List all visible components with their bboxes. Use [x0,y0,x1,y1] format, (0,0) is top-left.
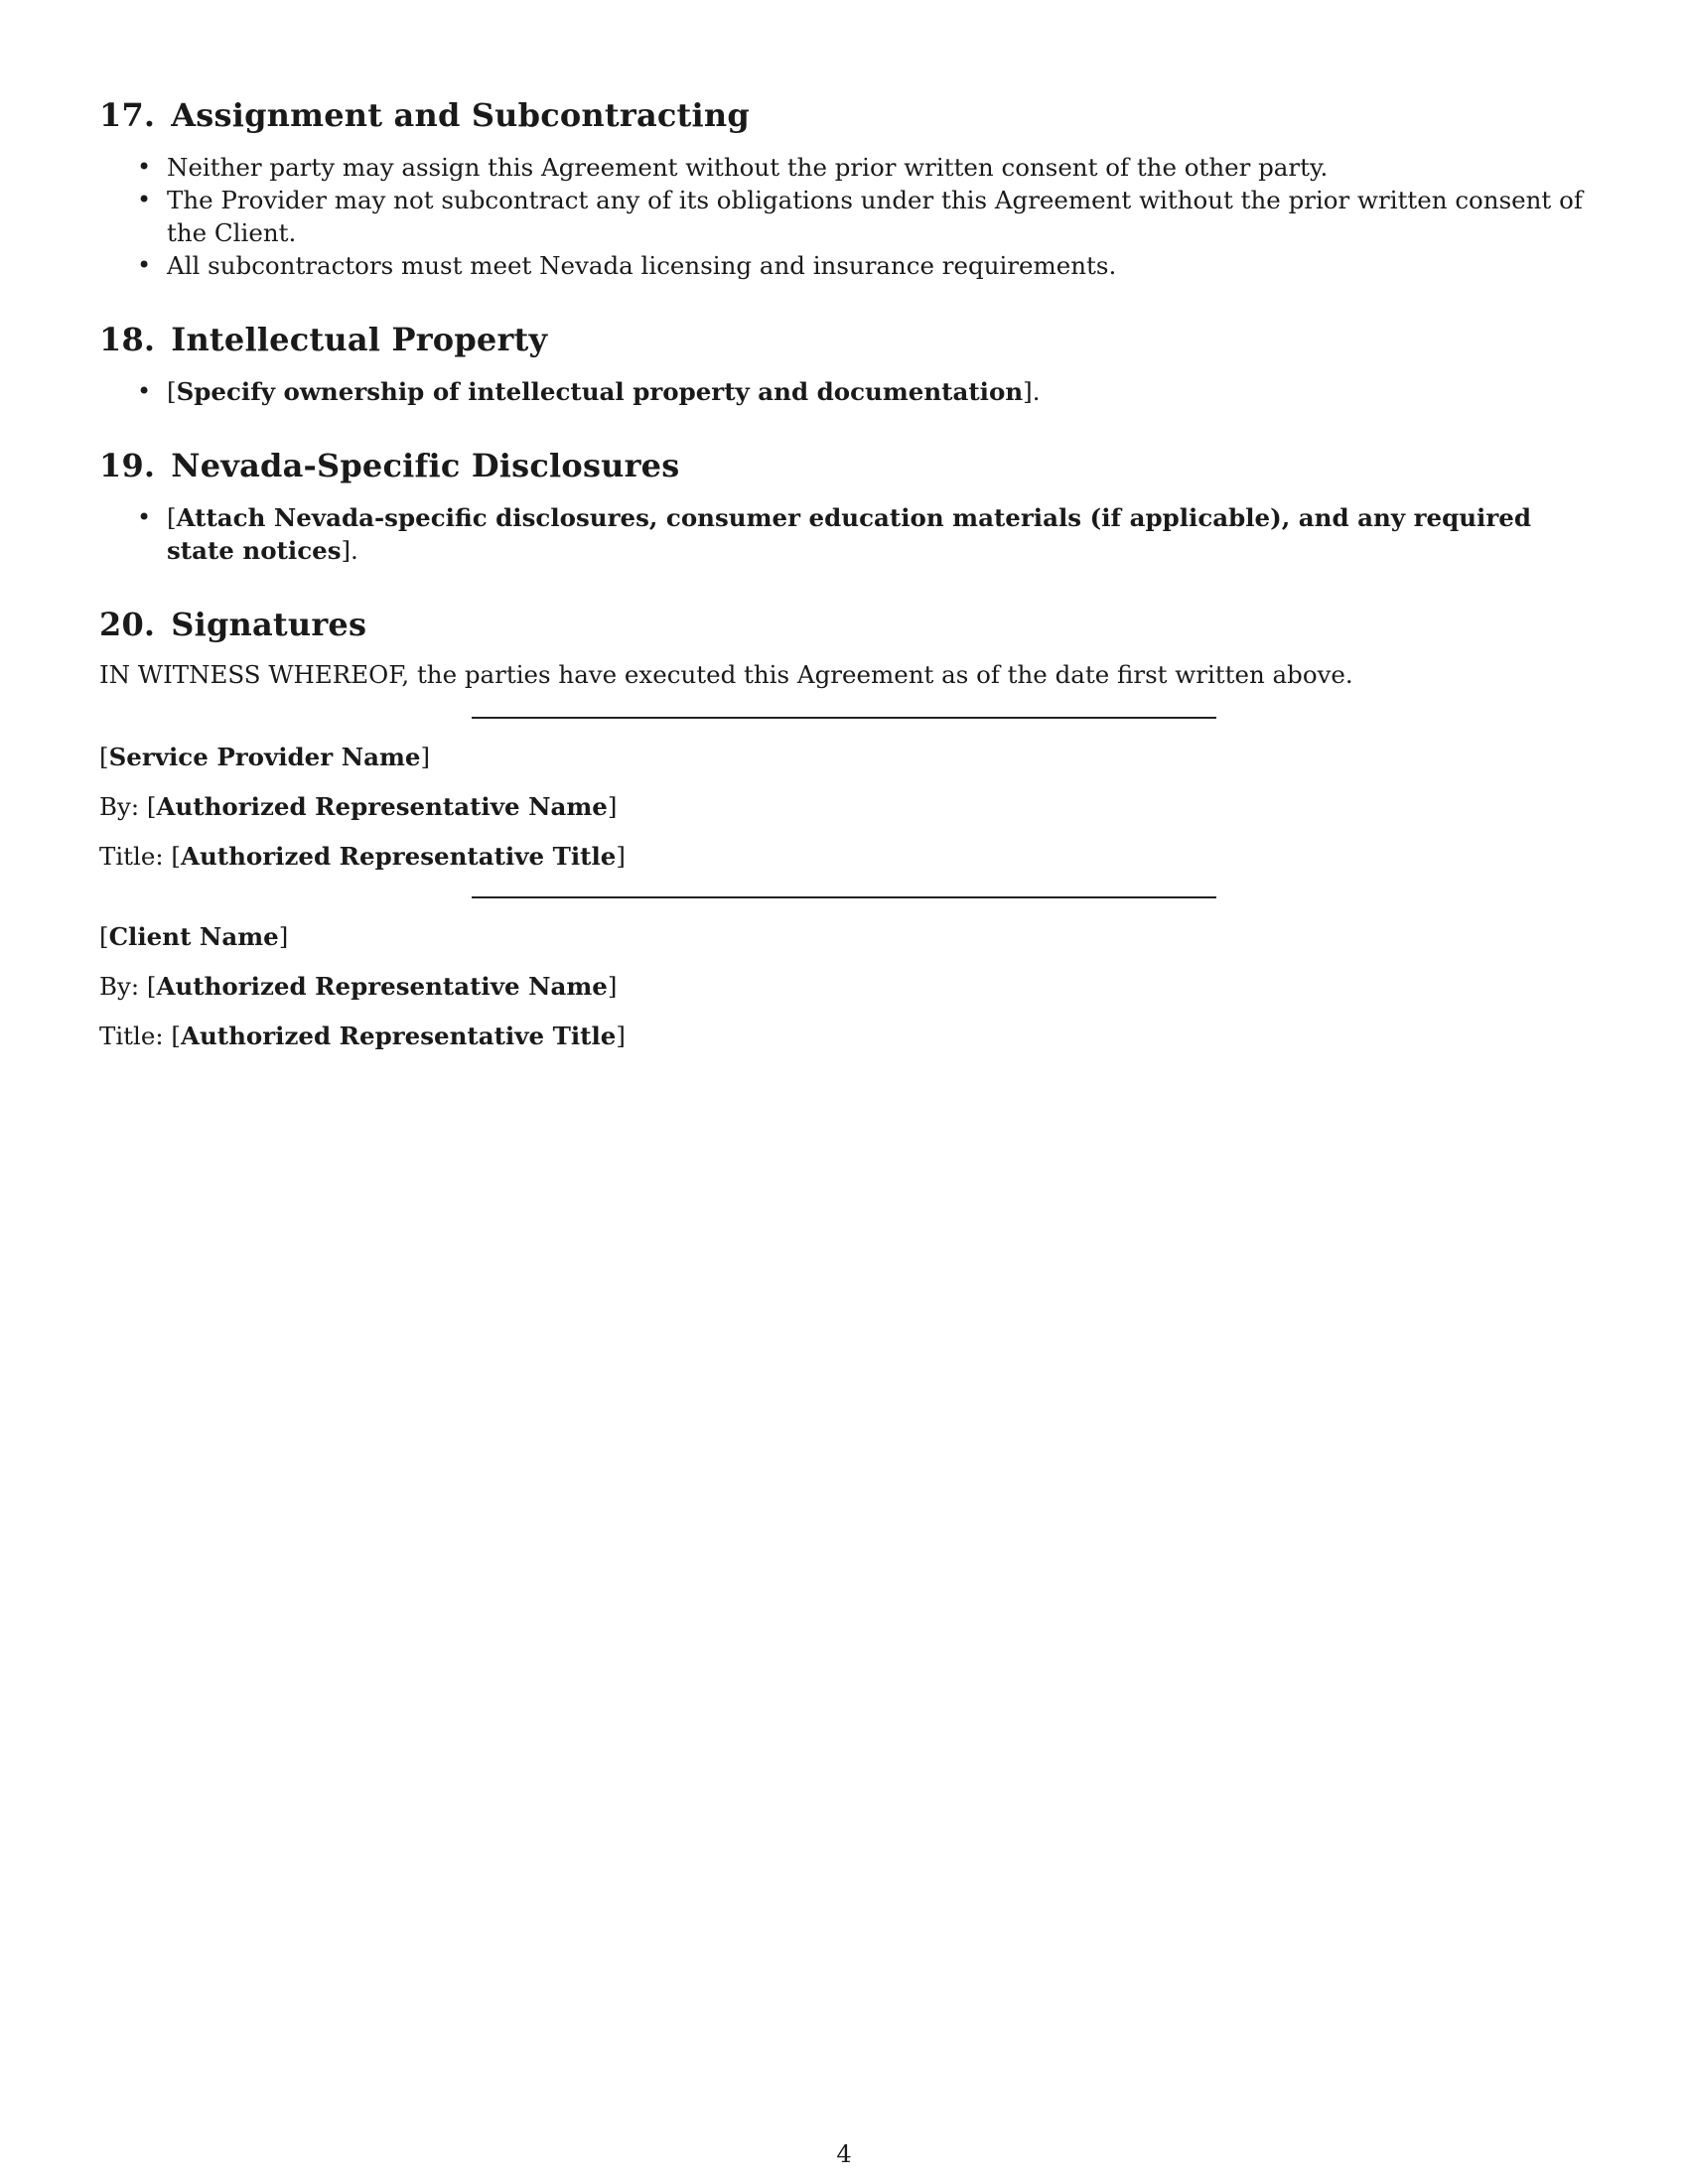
section-number: 18. [99,321,156,358]
section-heading-19 [99,446,1589,485]
list-item: • [Specify ownership of intellectual property and documentation]. [167,375,1589,408]
page-number: 4 [836,2140,852,2168]
section-number: 17. [99,96,156,134]
bullet-list [99,375,1589,408]
client-name-row: [Client Name] [99,922,289,951]
client-name: Client Name [108,922,279,951]
client-rep-title: Authorized Representative Title [180,1022,617,1050]
client-signature-line [472,896,1216,898]
provider-name: Service Provider Name [108,743,421,771]
section-title: Assignment and Subcontracting [171,96,750,134]
bullet-list [99,151,1589,282]
list-item: • All subcontractors must meet Nevada licensing and insurance requirements. [167,249,1589,282]
document-page [99,95,1589,1069]
section-assignment [99,95,1589,282]
provider-by-row: By: [Authorized Representative Name] [99,792,618,821]
provider-rep-title: Authorized Representative Title [180,842,617,871]
title-label: Title: [99,1022,164,1050]
client-by-row: By: [Authorized Representative Name] [99,972,618,1001]
client-title-row: Title: [Authorized Representative Title] [99,1022,626,1050]
section-intellectual-property [99,320,1589,408]
section-number: 19. [99,447,156,484]
section-number: 20. [99,606,156,643]
by-label: By: [99,972,140,1001]
provider-signature-block [99,741,1589,873]
section-heading-17 [99,95,1589,135]
placeholder-text: Attach Nevada-specific disclosures, consumer education materials (if applicable), and any required state notices [167,503,1531,565]
provider-signature-line [472,717,1216,719]
section-title: Nevada-Specific Disclosures [171,447,680,484]
list-item: • Neither party may assign this Agreement without the prior written consent of the other party. [167,151,1589,184]
title-label: Title: [99,842,164,871]
provider-rep-name: Authorized Representative Name [156,792,608,821]
provider-name-row: [Service Provider Name] [99,743,431,771]
client-signature-block [99,920,1589,1052]
placeholder-text: Specify ownership of intellectual property and documentation [176,377,1024,406]
section-title: Signatures [171,606,367,643]
section-signatures [99,605,1589,1052]
by-label: By: [99,792,140,821]
witness-statement: IN WITNESS WHEREOF, the parties have executed this Agreement as of the date first written above. [99,660,1353,689]
section-title: Intellectual Property [171,321,548,358]
list-item: • The Provider may not subcontract any of its obligations under this Agreement without the prior written consent of the Client. [167,184,1589,249]
provider-title-row: Title: [Authorized Representative Title] [99,842,626,871]
section-nevada-disclosures [99,446,1589,567]
section-heading-20 [99,605,1589,644]
section-heading-18 [99,320,1589,359]
list-item: • [Attach Nevada-specific disclosures, consumer education materials (if applicable), and any required state notices]. [167,501,1589,567]
bullet-list [99,501,1589,567]
client-rep-name: Authorized Representative Name [156,972,608,1001]
